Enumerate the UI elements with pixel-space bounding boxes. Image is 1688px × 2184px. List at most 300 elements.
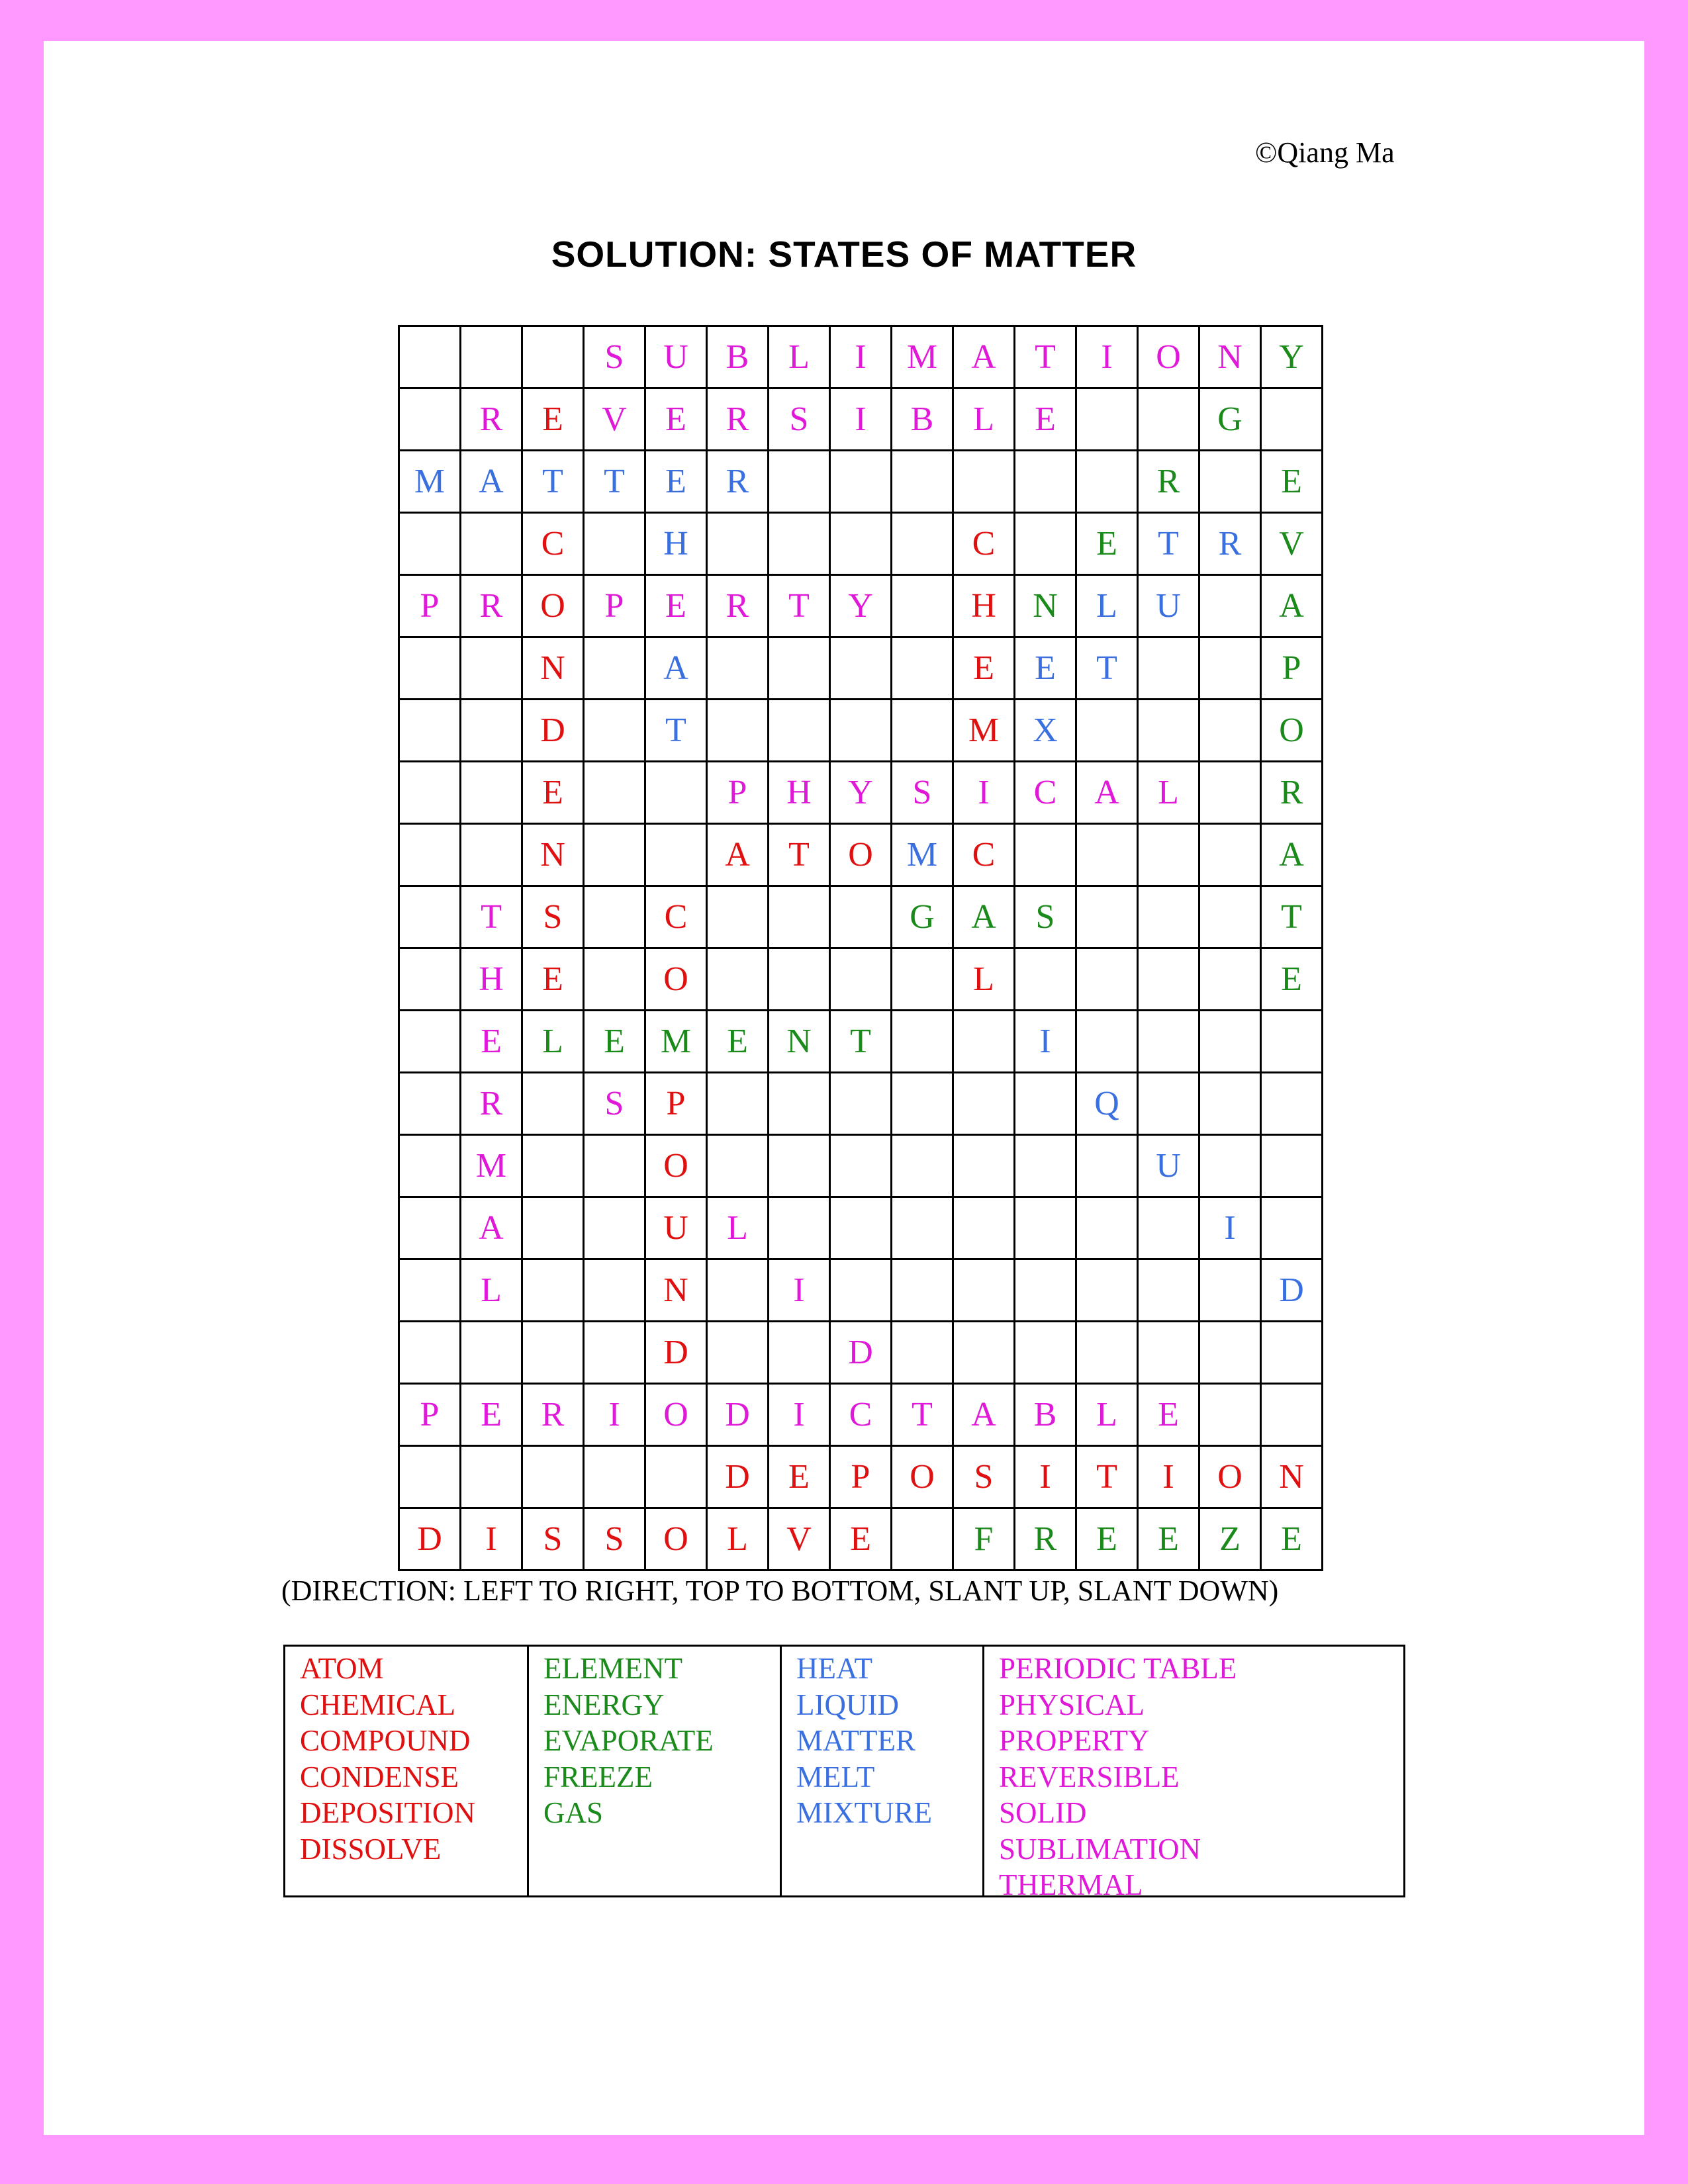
grid-cell: V — [769, 1508, 830, 1570]
grid-cell: R — [461, 1073, 522, 1135]
grid-cell — [399, 948, 461, 1011]
grid-cell — [769, 451, 830, 513]
grid-cell: D — [399, 1508, 461, 1570]
word-column — [782, 1647, 984, 1895]
grid-cell — [1076, 1322, 1138, 1384]
grid-cell — [1015, 824, 1076, 886]
grid-row — [399, 1073, 1323, 1135]
grid-cell — [1199, 824, 1261, 886]
grid-cell: M — [399, 451, 461, 513]
grid-cell: E — [1261, 948, 1323, 1011]
grid-cell: E — [1015, 388, 1076, 451]
grid-cell — [1015, 1322, 1076, 1384]
grid-cell — [1138, 388, 1199, 451]
grid-cell: L — [953, 948, 1015, 1011]
grid-cell: E — [1261, 451, 1323, 513]
grid-cell — [830, 1135, 892, 1197]
grid-cell — [769, 637, 830, 700]
grid-cell — [1199, 1259, 1261, 1322]
grid-cell: I — [769, 1259, 830, 1322]
grid-cell: T — [522, 451, 584, 513]
grid-cell — [1199, 948, 1261, 1011]
grid-cell — [830, 1197, 892, 1259]
grid-row — [399, 388, 1323, 451]
grid-cell: C — [645, 886, 707, 948]
grid-cell: S — [584, 326, 645, 388]
grid-cell: T — [892, 1384, 953, 1446]
grid-cell: R — [461, 388, 522, 451]
grid-cell — [1138, 1197, 1199, 1259]
grid-cell — [522, 1446, 584, 1508]
grid-cell: M — [892, 824, 953, 886]
grid-cell — [1076, 824, 1138, 886]
grid-cell: D — [707, 1446, 769, 1508]
word-list-item: GAS — [543, 1796, 604, 1829]
word-list-box — [283, 1645, 1405, 1901]
word-list-item: CHEMICAL — [300, 1688, 455, 1721]
grid-cell: A — [953, 326, 1015, 388]
grid-cell: N — [1261, 1446, 1323, 1508]
grid-cell — [769, 1197, 830, 1259]
grid-cell: I — [830, 388, 892, 451]
grid-cell: D — [1261, 1259, 1323, 1322]
grid-cell — [1015, 1259, 1076, 1322]
grid-cell — [769, 1073, 830, 1135]
grid-cell: E — [645, 388, 707, 451]
grid-cell — [1076, 886, 1138, 948]
grid-cell — [1261, 1011, 1323, 1073]
grid-cell: I — [584, 1384, 645, 1446]
grid-cell: T — [769, 575, 830, 637]
grid-cell: E — [1015, 637, 1076, 700]
grid-cell: B — [1015, 1384, 1076, 1446]
grid-cell — [1076, 700, 1138, 762]
grid-cell — [645, 824, 707, 886]
grid-cell — [707, 948, 769, 1011]
grid-cell: E — [1261, 1508, 1323, 1570]
grid-cell — [399, 513, 461, 575]
grid-cell: A — [953, 1384, 1015, 1446]
grid-cell — [584, 1322, 645, 1384]
grid-cell: S — [892, 762, 953, 824]
grid-cell: V — [584, 388, 645, 451]
grid-cell: N — [769, 1011, 830, 1073]
grid-cell — [1199, 1011, 1261, 1073]
grid-cell: T — [645, 700, 707, 762]
grid-cell: A — [461, 451, 522, 513]
word-column — [984, 1647, 1403, 1901]
word-list-item: DEPOSITION — [300, 1796, 475, 1829]
grid-cell — [1199, 575, 1261, 637]
grid-cell — [1138, 1011, 1199, 1073]
grid-cell: I — [1138, 1446, 1199, 1508]
grid-cell — [769, 948, 830, 1011]
grid-cell: E — [461, 1011, 522, 1073]
grid-cell: T — [1076, 637, 1138, 700]
grid-cell: B — [707, 326, 769, 388]
grid-cell: C — [830, 1384, 892, 1446]
grid-cell: L — [1076, 575, 1138, 637]
grid-cell: D — [830, 1322, 892, 1384]
grid-cell: L — [461, 1259, 522, 1322]
grid-cell: N — [1199, 326, 1261, 388]
grid-row — [399, 762, 1323, 824]
grid-cell — [892, 948, 953, 1011]
grid-cell — [1015, 1073, 1076, 1135]
grid-cell — [461, 824, 522, 886]
grid-cell — [1199, 637, 1261, 700]
grid-cell: R — [707, 451, 769, 513]
word-list-item: PHYSICAL — [999, 1688, 1145, 1721]
grid-cell — [399, 886, 461, 948]
grid-cell: P — [584, 575, 645, 637]
grid-cell — [830, 451, 892, 513]
word-list-item: CONDENSE — [300, 1760, 459, 1794]
grid-cell: S — [953, 1446, 1015, 1508]
word-list-item: FREEZE — [543, 1760, 653, 1794]
grid-cell: I — [1076, 326, 1138, 388]
grid-cell — [707, 1259, 769, 1322]
grid-cell — [1138, 1073, 1199, 1135]
grid-cell — [399, 326, 461, 388]
grid-cell: P — [1261, 637, 1323, 700]
grid-cell: P — [707, 762, 769, 824]
grid-cell: S — [1015, 886, 1076, 948]
grid-cell: L — [707, 1508, 769, 1570]
grid-cell: E — [522, 762, 584, 824]
grid-cell — [1076, 451, 1138, 513]
grid-cell: U — [645, 326, 707, 388]
grid-row — [399, 575, 1323, 637]
grid-row — [399, 637, 1323, 700]
grid-cell — [461, 326, 522, 388]
grid-cell — [1199, 1135, 1261, 1197]
grid-cell — [953, 451, 1015, 513]
grid-cell — [461, 700, 522, 762]
grid-cell: O — [1261, 700, 1323, 762]
grid-cell: S — [584, 1508, 645, 1570]
grid-cell — [1199, 1384, 1261, 1446]
grid-cell — [830, 886, 892, 948]
grid-cell: N — [645, 1259, 707, 1322]
word-list-item: ENERGY — [543, 1688, 665, 1721]
word-list-item: DISSOLVE — [300, 1832, 442, 1866]
grid-cell — [892, 513, 953, 575]
grid-cell — [892, 1259, 953, 1322]
grid-cell: E — [953, 637, 1015, 700]
grid-cell: H — [461, 948, 522, 1011]
grid-cell — [707, 700, 769, 762]
grid-cell: E — [1138, 1508, 1199, 1570]
grid-cell — [1199, 1322, 1261, 1384]
grid-cell — [892, 1508, 953, 1570]
grid-cell — [399, 1446, 461, 1508]
grid-cell — [707, 637, 769, 700]
grid-cell — [399, 1322, 461, 1384]
grid-cell — [1076, 1197, 1138, 1259]
grid-cell: N — [522, 637, 584, 700]
grid-cell: M — [645, 1011, 707, 1073]
grid-cell — [1015, 513, 1076, 575]
grid-cell — [1076, 1259, 1138, 1322]
grid-cell: R — [707, 388, 769, 451]
grid-cell — [1138, 824, 1199, 886]
grid-cell — [769, 700, 830, 762]
grid-cell: P — [645, 1073, 707, 1135]
grid-cell: U — [1138, 575, 1199, 637]
grid-cell — [1076, 388, 1138, 451]
grid-cell — [645, 762, 707, 824]
grid-cell: Z — [1199, 1508, 1261, 1570]
grid-cell: L — [707, 1197, 769, 1259]
word-list-item: THERMAL — [999, 1868, 1143, 1901]
grid-row — [399, 1508, 1323, 1570]
grid-cell — [461, 513, 522, 575]
grid-cell: S — [769, 388, 830, 451]
grid-cell — [707, 886, 769, 948]
grid-cell — [1076, 1135, 1138, 1197]
grid-cell — [584, 1135, 645, 1197]
grid-cell: E — [584, 1011, 645, 1073]
grid-cell — [892, 575, 953, 637]
grid-row — [399, 1384, 1323, 1446]
grid-row — [399, 1259, 1323, 1322]
grid-cell — [830, 513, 892, 575]
grid-cell — [584, 948, 645, 1011]
grid-cell: N — [522, 824, 584, 886]
grid-cell — [1138, 1322, 1199, 1384]
grid-cell — [1138, 948, 1199, 1011]
grid-cell: O — [830, 824, 892, 886]
word-list-item: LIQUID — [796, 1688, 899, 1721]
grid-cell: I — [1015, 1446, 1076, 1508]
word-list-item: REVERSIBLE — [999, 1760, 1180, 1794]
grid-cell — [584, 1197, 645, 1259]
grid-cell — [399, 1011, 461, 1073]
grid-cell: I — [830, 326, 892, 388]
grid-cell — [522, 1197, 584, 1259]
grid-cell — [584, 637, 645, 700]
grid-row — [399, 451, 1323, 513]
grid-cell: R — [707, 575, 769, 637]
grid-cell: L — [1138, 762, 1199, 824]
grid-cell — [584, 700, 645, 762]
grid-cell — [584, 1446, 645, 1508]
grid-cell: R — [1261, 762, 1323, 824]
grid-cell: H — [769, 762, 830, 824]
grid-cell — [830, 700, 892, 762]
grid-cell — [707, 513, 769, 575]
grid-cell: E — [830, 1508, 892, 1570]
grid-cell: A — [1261, 575, 1323, 637]
grid-cell: A — [1261, 824, 1323, 886]
grid-cell: P — [830, 1446, 892, 1508]
grid-row — [399, 1197, 1323, 1259]
word-list-item: PROPERTY — [999, 1724, 1150, 1757]
grid-cell: S — [522, 886, 584, 948]
grid-row — [399, 1135, 1323, 1197]
grid-cell: T — [1076, 1446, 1138, 1508]
grid-cell — [1261, 1197, 1323, 1259]
grid-cell — [399, 1259, 461, 1322]
grid-cell — [645, 1446, 707, 1508]
grid-cell: L — [953, 388, 1015, 451]
grid-cell — [1076, 948, 1138, 1011]
grid-cell: T — [769, 824, 830, 886]
grid-cell: E — [769, 1446, 830, 1508]
grid-cell: R — [522, 1384, 584, 1446]
grid-cell: T — [1261, 886, 1323, 948]
grid-cell — [399, 824, 461, 886]
grid-cell: H — [645, 513, 707, 575]
grid-cell: Y — [830, 575, 892, 637]
word-list-item: HEAT — [796, 1652, 872, 1685]
grid-cell — [769, 886, 830, 948]
grid-cell: A — [461, 1197, 522, 1259]
grid-cell: A — [707, 824, 769, 886]
grid-cell: C — [953, 513, 1015, 575]
grid-row — [399, 700, 1323, 762]
grid-cell — [953, 1135, 1015, 1197]
grid-cell: R — [1015, 1508, 1076, 1570]
grid-cell: D — [707, 1384, 769, 1446]
grid-cell — [953, 1322, 1015, 1384]
grid-cell: C — [953, 824, 1015, 886]
grid-cell — [461, 762, 522, 824]
grid-cell: Y — [1261, 326, 1323, 388]
grid-cell — [522, 1259, 584, 1322]
grid-cell — [399, 1197, 461, 1259]
grid-cell — [1138, 1259, 1199, 1322]
grid-cell — [1138, 637, 1199, 700]
grid-cell: D — [522, 700, 584, 762]
word-list-item: SUBLIMATION — [999, 1832, 1201, 1866]
grid-cell: T — [1138, 513, 1199, 575]
grid-row — [399, 1322, 1323, 1384]
grid-cell — [522, 1135, 584, 1197]
grid-cell: E — [1138, 1384, 1199, 1446]
grid-cell: I — [1199, 1197, 1261, 1259]
grid-cell: E — [522, 388, 584, 451]
grid-cell: O — [1199, 1446, 1261, 1508]
grid-cell: I — [1015, 1011, 1076, 1073]
grid-cell: O — [645, 1508, 707, 1570]
grid-cell — [1199, 762, 1261, 824]
grid-cell: O — [645, 948, 707, 1011]
grid-cell — [892, 1135, 953, 1197]
grid-cell: D — [645, 1322, 707, 1384]
grid-cell — [399, 1135, 461, 1197]
page-title: SOLUTION: STATES OF MATTER — [551, 234, 1137, 275]
grid-cell: M — [953, 700, 1015, 762]
grid-cell: R — [461, 575, 522, 637]
grid-cell — [1199, 886, 1261, 948]
grid-cell — [1261, 1322, 1323, 1384]
grid-row — [399, 513, 1323, 575]
grid-cell — [1261, 1073, 1323, 1135]
direction-text: (DIRECTION: LEFT TO RIGHT, TOP TO BOTTOM, SLANT UP, SLANT DOWN) — [281, 1574, 1279, 1607]
grid-cell: O — [892, 1446, 953, 1508]
grid-cell — [1015, 1135, 1076, 1197]
word-list-item: SOLID — [999, 1796, 1087, 1829]
grid-cell — [892, 451, 953, 513]
grid-row — [399, 326, 1323, 388]
grid-cell: S — [522, 1508, 584, 1570]
grid-cell — [707, 1135, 769, 1197]
grid-cell — [892, 1197, 953, 1259]
word-column — [529, 1647, 782, 1895]
grid-cell — [461, 637, 522, 700]
grid-cell — [1261, 388, 1323, 451]
grid-cell: E — [1076, 513, 1138, 575]
grid-cell — [769, 1135, 830, 1197]
grid-cell: O — [645, 1384, 707, 1446]
grid-cell — [584, 513, 645, 575]
grid-cell — [830, 1073, 892, 1135]
word-list-item: EVAPORATE — [543, 1724, 714, 1757]
grid-cell — [584, 824, 645, 886]
grid-cell: F — [953, 1508, 1015, 1570]
grid-cell: R — [1199, 513, 1261, 575]
grid-cell — [1261, 1135, 1323, 1197]
grid-cell: V — [1261, 513, 1323, 575]
grid-cell: G — [892, 886, 953, 948]
grid-cell — [399, 388, 461, 451]
grid-cell — [769, 1322, 830, 1384]
grid-cell — [399, 1073, 461, 1135]
grid-cell — [584, 1259, 645, 1322]
grid-cell — [399, 700, 461, 762]
grid-cell — [522, 1073, 584, 1135]
grid-row — [399, 1011, 1323, 1073]
grid-cell: A — [1076, 762, 1138, 824]
grid-cell — [953, 1259, 1015, 1322]
grid-cell — [830, 637, 892, 700]
grid-cell: O — [522, 575, 584, 637]
grid-cell — [1261, 1384, 1323, 1446]
grid-cell: T — [830, 1011, 892, 1073]
grid-cell: E — [522, 948, 584, 1011]
word-list-item: COMPOUND — [300, 1724, 471, 1757]
grid-cell — [1015, 451, 1076, 513]
grid-cell: E — [645, 575, 707, 637]
grid-cell: C — [1015, 762, 1076, 824]
grid-cell: A — [645, 637, 707, 700]
grid-cell: E — [1076, 1508, 1138, 1570]
grid-cell — [1138, 886, 1199, 948]
grid-cell: O — [645, 1135, 707, 1197]
word-list-item: ATOM — [300, 1652, 384, 1685]
copyright-text: ©Qiang Ma — [1255, 136, 1395, 169]
word-search-grid — [398, 325, 1323, 1571]
grid-cell — [707, 1073, 769, 1135]
grid-cell — [707, 1322, 769, 1384]
grid-cell — [1199, 451, 1261, 513]
grid-cell: H — [953, 575, 1015, 637]
grid-cell: G — [1199, 388, 1261, 451]
grid-cell: I — [953, 762, 1015, 824]
grid-cell — [584, 762, 645, 824]
grid-cell: Y — [830, 762, 892, 824]
grid-cell: E — [461, 1384, 522, 1446]
grid-cell — [522, 1322, 584, 1384]
grid-cell: X — [1015, 700, 1076, 762]
grid-cell: O — [1138, 326, 1199, 388]
grid-cell: C — [522, 513, 584, 575]
grid-cell — [399, 762, 461, 824]
grid-row — [399, 948, 1323, 1011]
grid-cell: T — [1015, 326, 1076, 388]
